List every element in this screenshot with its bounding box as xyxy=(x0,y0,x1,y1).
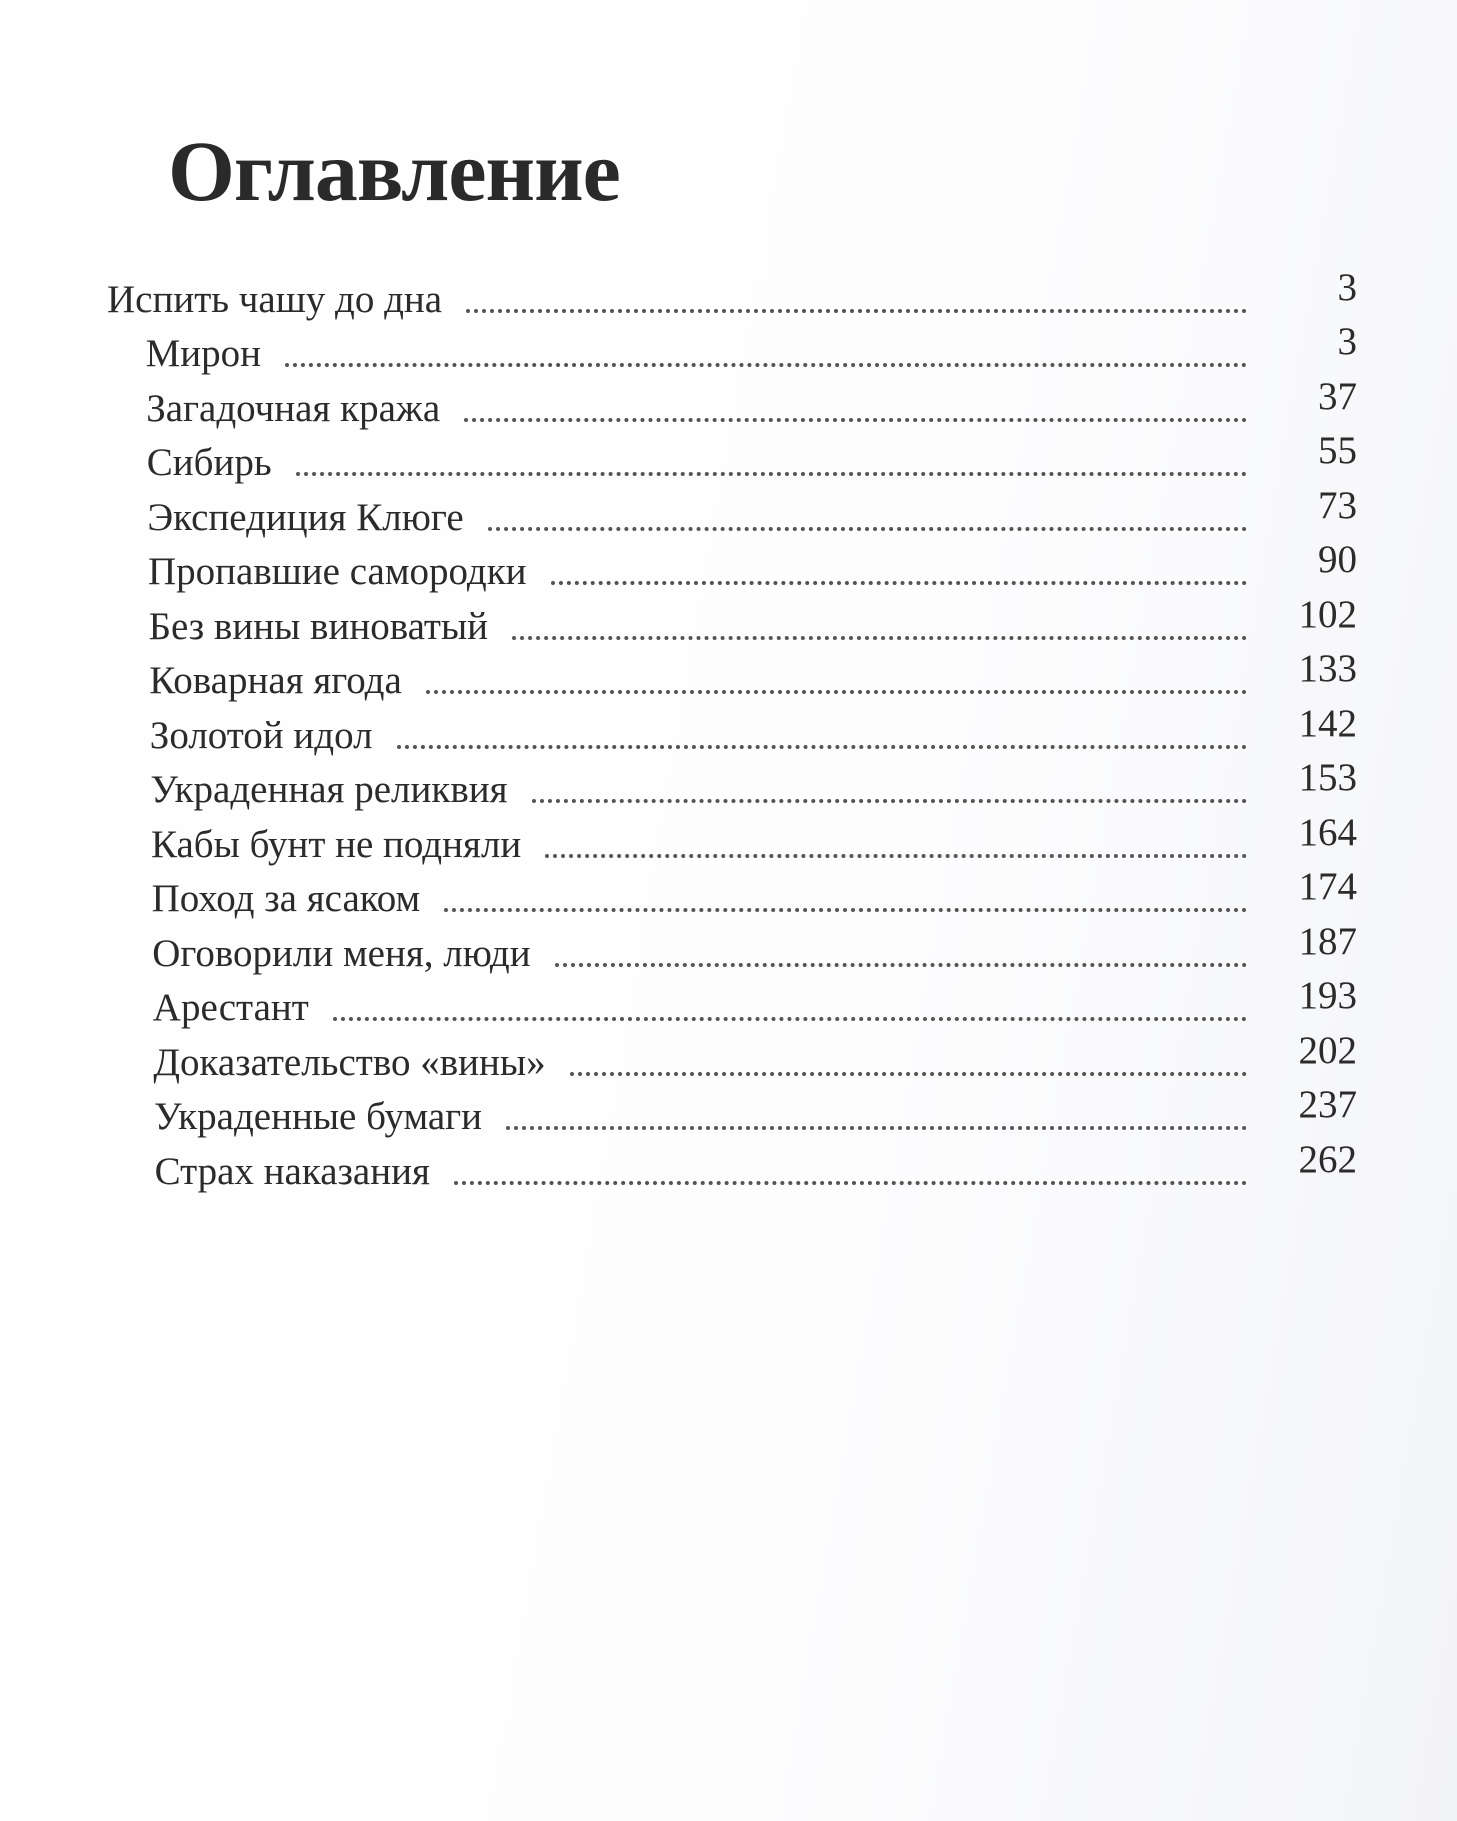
toc-entry-title: Поход за ясаком xyxy=(151,877,421,920)
toc-entry-title: Без вины виноватый xyxy=(148,604,489,648)
dot-leader xyxy=(551,581,1247,585)
table-of-contents xyxy=(107,265,1357,1195)
toc-entry-page: 153 xyxy=(1298,756,1357,799)
toc-entry-page: 193 xyxy=(1298,974,1357,1017)
toc-entry-title: Страх наказания xyxy=(154,1149,430,1193)
dot-leader xyxy=(333,1017,1247,1021)
dot-leader xyxy=(570,1072,1247,1076)
toc-entry xyxy=(107,701,1357,759)
dot-leader xyxy=(296,472,1247,476)
toc-entry-title: Доказательство «вины» xyxy=(153,1040,546,1084)
toc-entry xyxy=(107,810,1357,868)
toc-entry xyxy=(107,1137,1357,1195)
toc-entry xyxy=(107,647,1357,705)
toc-entry-page: 174 xyxy=(1298,865,1357,908)
toc-entry-title: Кабы бунт не подняли xyxy=(151,822,522,866)
dot-leader xyxy=(285,363,1247,367)
toc-entry-title: Экспедиция Клюге xyxy=(147,495,464,539)
dot-leader xyxy=(506,1126,1247,1130)
toc-entry xyxy=(107,483,1357,541)
toc-entry-title: Коварная ягода xyxy=(149,659,402,702)
toc-entry-title: Пропавшие самородки xyxy=(148,550,527,593)
toc-entry xyxy=(107,1083,1357,1141)
toc-entry-page: 37 xyxy=(1318,374,1357,418)
toc-entry-title: Украденная реликвия xyxy=(150,768,508,811)
toc-entry-page: 3 xyxy=(1337,265,1357,309)
toc-entry-page: 202 xyxy=(1298,1028,1357,1072)
dot-leader xyxy=(532,799,1247,803)
toc-entry xyxy=(107,756,1357,814)
toc-entry-page: 90 xyxy=(1318,538,1357,581)
page-title: Оглавление xyxy=(168,123,620,219)
toc-entry-title: Испить чашу до дна xyxy=(107,277,443,321)
toc-entry-title: Украденные бумаги xyxy=(154,1095,483,1138)
dot-leader xyxy=(466,309,1247,313)
dot-leader xyxy=(397,745,1247,749)
toc-entry-page: 73 xyxy=(1318,483,1357,527)
toc-entry-page: 133 xyxy=(1298,647,1357,690)
dot-leader xyxy=(555,963,1247,967)
toc-entry-title: Сибирь xyxy=(146,441,272,484)
dot-leader xyxy=(464,418,1247,422)
toc-entry xyxy=(107,865,1357,923)
toc-entry-title: Мирон xyxy=(145,332,262,375)
toc-entry-page: 55 xyxy=(1318,429,1357,472)
toc-entry xyxy=(107,538,1357,596)
dot-leader xyxy=(545,854,1247,858)
toc-entry-title: Загадочная кража xyxy=(146,386,441,430)
toc-entry xyxy=(107,429,1357,487)
toc-entry xyxy=(107,374,1357,432)
toc-entry xyxy=(107,974,1357,1032)
dot-leader xyxy=(426,690,1247,694)
toc-entry-page: 3 xyxy=(1337,320,1357,363)
toc-entry xyxy=(107,592,1357,650)
toc-entry xyxy=(107,265,1357,323)
toc-entry-page: 142 xyxy=(1298,701,1357,745)
toc-entry-title: Золотой идол xyxy=(149,713,373,757)
toc-entry-page: 262 xyxy=(1298,1137,1357,1181)
toc-entry-title: Оговорили меня, люди xyxy=(152,931,531,975)
toc-entry xyxy=(107,1028,1357,1086)
dot-leader xyxy=(454,1181,1247,1185)
toc-entry-title: Арестант xyxy=(152,986,309,1029)
toc-entry xyxy=(107,919,1357,977)
toc-entry-page: 102 xyxy=(1298,592,1357,636)
toc-entry-page: 237 xyxy=(1298,1083,1357,1126)
dot-leader xyxy=(444,908,1247,912)
toc-entry-page: 187 xyxy=(1298,919,1357,963)
dot-leader xyxy=(512,636,1247,640)
dot-leader xyxy=(488,527,1247,531)
toc-entry xyxy=(107,320,1357,378)
toc-entry-page: 164 xyxy=(1298,810,1357,854)
